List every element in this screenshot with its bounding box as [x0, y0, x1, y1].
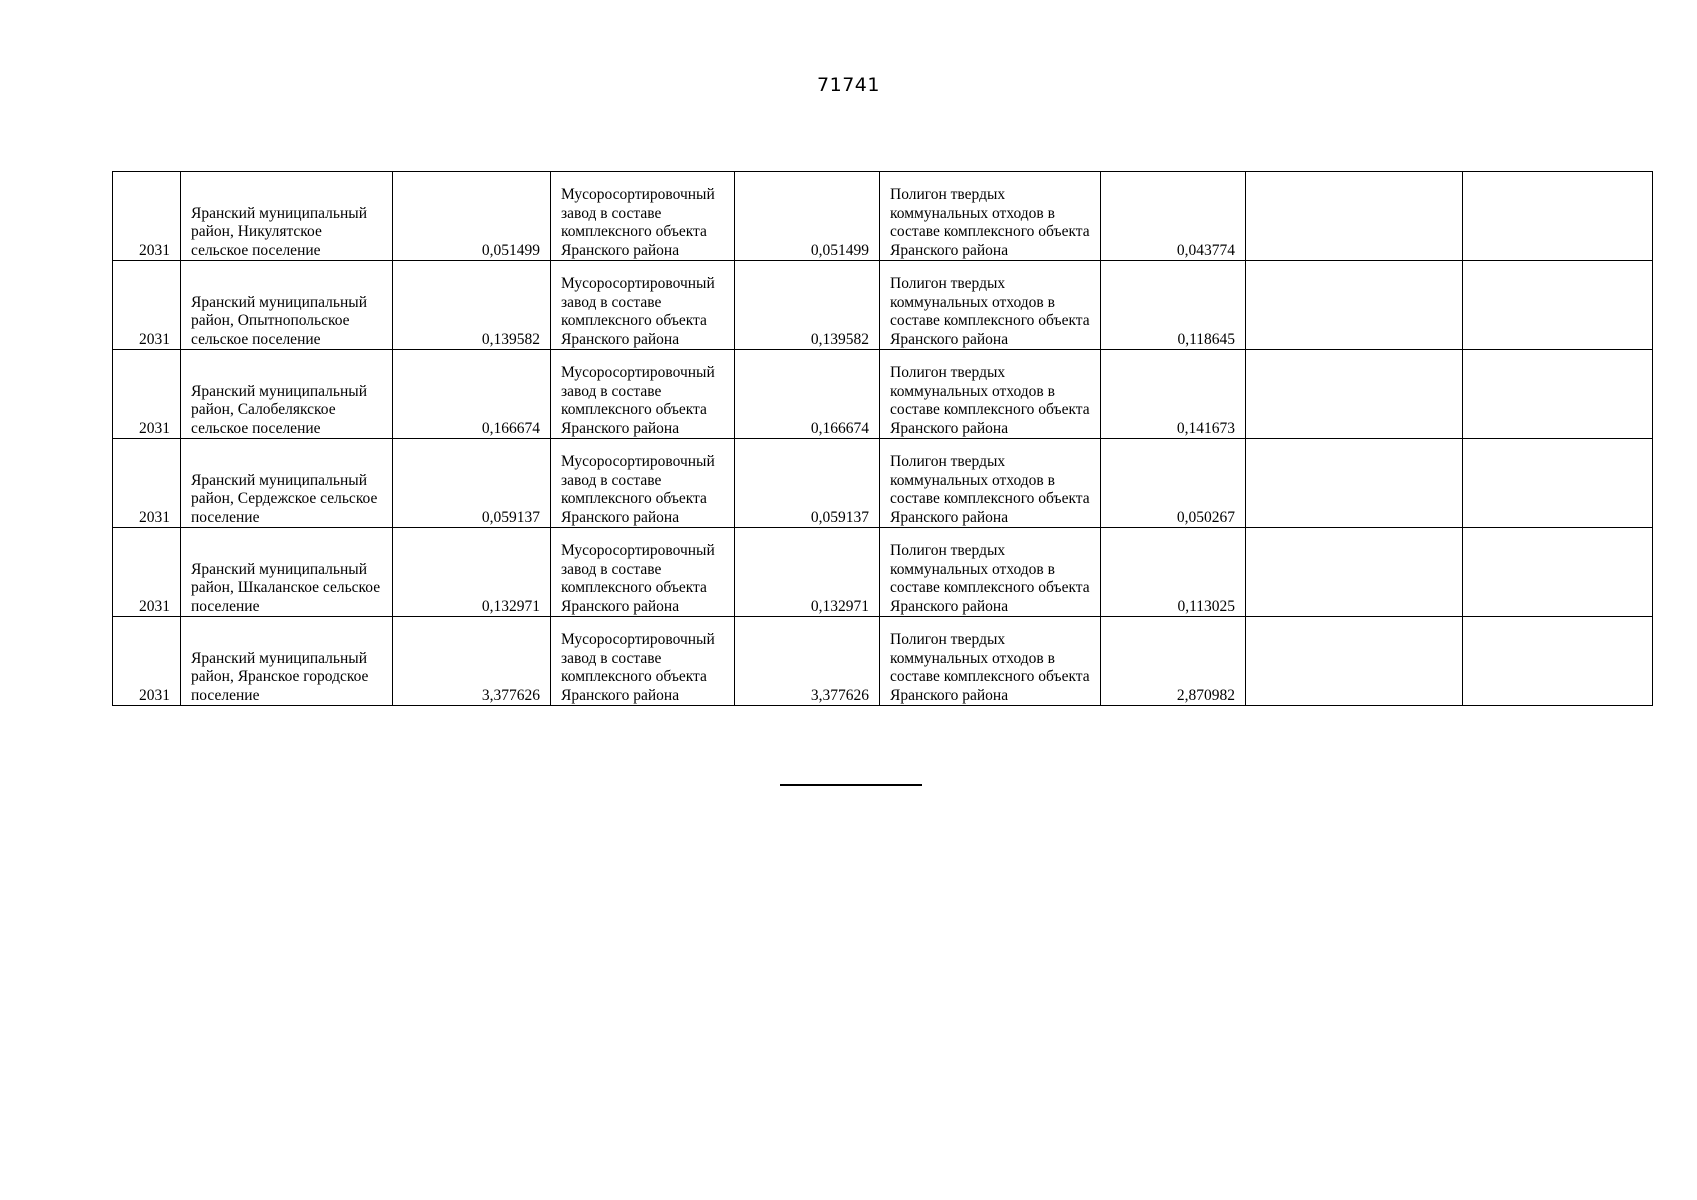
end-of-table-rule	[780, 784, 922, 786]
sorting-value-cell: 0,059137	[735, 439, 880, 528]
municipality-cell: Яранский муниципальный район, Никулятское сельское поселение	[181, 172, 393, 261]
municipality-cell: Яранский муниципальный район, Салобелякское сельское поселение	[181, 350, 393, 439]
landfill-cell: Полигон твердых коммунальных отходов в составе комплексного объекта Яранского района	[880, 261, 1101, 350]
table-row	[113, 617, 1653, 706]
table-row	[113, 528, 1653, 617]
sorting-facility-cell: Мусоросортировочный завод в составе комплексного объекта Яранского района	[551, 261, 735, 350]
sorting-facility-cell: Мусоросортировочный завод в составе комплексного объекта Яранского района	[551, 617, 735, 706]
landfill-value-cell: 2,870982	[1101, 617, 1246, 706]
sorting-facility-cell: Мусоросортировочный завод в составе комплексного объекта Яранского района	[551, 439, 735, 528]
municipality-cell: Яранский муниципальный район, Шкаланское сельское поселение	[181, 528, 393, 617]
landfill-cell: Полигон твердых коммунальных отходов в составе комплексного объекта Яранского района	[880, 617, 1101, 706]
year-cell: 2031	[113, 350, 181, 439]
landfill-cell: Полигон твердых коммунальных отходов в составе комплексного объекта Яранского района	[880, 350, 1101, 439]
total-value-cell: 0,051499	[393, 172, 551, 261]
landfill-value-cell: 0,113025	[1101, 528, 1246, 617]
empty-cell	[1463, 528, 1653, 617]
table-row	[113, 350, 1653, 439]
table-body	[113, 172, 1653, 706]
landfill-cell: Полигон твердых коммунальных отходов в составе комплексного объекта Яранского района	[880, 172, 1101, 261]
empty-cell	[1246, 172, 1463, 261]
municipality-cell: Яранский муниципальный район, Яранское городское поселение	[181, 617, 393, 706]
page-number: 71741	[817, 74, 880, 96]
sorting-value-cell: 0,051499	[735, 172, 880, 261]
sorting-facility-cell: Мусоросортировочный завод в составе комплексного объекта Яранского района	[551, 528, 735, 617]
landfill-value-cell: 0,043774	[1101, 172, 1246, 261]
total-value-cell: 0,059137	[393, 439, 551, 528]
landfill-cell: Полигон твердых коммунальных отходов в составе комплексного объекта Яранского района	[880, 528, 1101, 617]
total-value-cell: 3,377626	[393, 617, 551, 706]
empty-cell	[1463, 350, 1653, 439]
sorting-value-cell: 0,132971	[735, 528, 880, 617]
table-row	[113, 439, 1653, 528]
table-row	[113, 261, 1653, 350]
empty-cell	[1246, 350, 1463, 439]
sorting-value-cell: 0,139582	[735, 261, 880, 350]
total-value-cell: 0,139582	[393, 261, 551, 350]
municipality-cell: Яранский муниципальный район, Сердежское сельское поселение	[181, 439, 393, 528]
empty-cell	[1246, 617, 1463, 706]
total-value-cell: 0,166674	[393, 350, 551, 439]
sorting-value-cell: 3,377626	[735, 617, 880, 706]
year-cell: 2031	[113, 172, 181, 261]
landfill-value-cell: 0,118645	[1101, 261, 1246, 350]
table-row	[113, 172, 1653, 261]
empty-cell	[1246, 439, 1463, 528]
municipality-cell: Яранский муниципальный район, Опытнопольское сельское поселение	[181, 261, 393, 350]
landfill-cell: Полигон твердых коммунальных отходов в составе комплексного объекта Яранского района	[880, 439, 1101, 528]
empty-cell	[1463, 172, 1653, 261]
year-cell: 2031	[113, 528, 181, 617]
landfill-value-cell: 0,141673	[1101, 350, 1246, 439]
sorting-facility-cell: Мусоросортировочный завод в составе комплексного объекта Яранского района	[551, 172, 735, 261]
year-cell: 2031	[113, 439, 181, 528]
waste-flow-table	[112, 171, 1653, 706]
empty-cell	[1463, 439, 1653, 528]
year-cell: 2031	[113, 261, 181, 350]
total-value-cell: 0,132971	[393, 528, 551, 617]
empty-cell	[1246, 528, 1463, 617]
sorting-facility-cell: Мусоросортировочный завод в составе комплексного объекта Яранского района	[551, 350, 735, 439]
empty-cell	[1246, 261, 1463, 350]
landfill-value-cell: 0,050267	[1101, 439, 1246, 528]
year-cell: 2031	[113, 617, 181, 706]
empty-cell	[1463, 261, 1653, 350]
empty-cell	[1463, 617, 1653, 706]
sorting-value-cell: 0,166674	[735, 350, 880, 439]
